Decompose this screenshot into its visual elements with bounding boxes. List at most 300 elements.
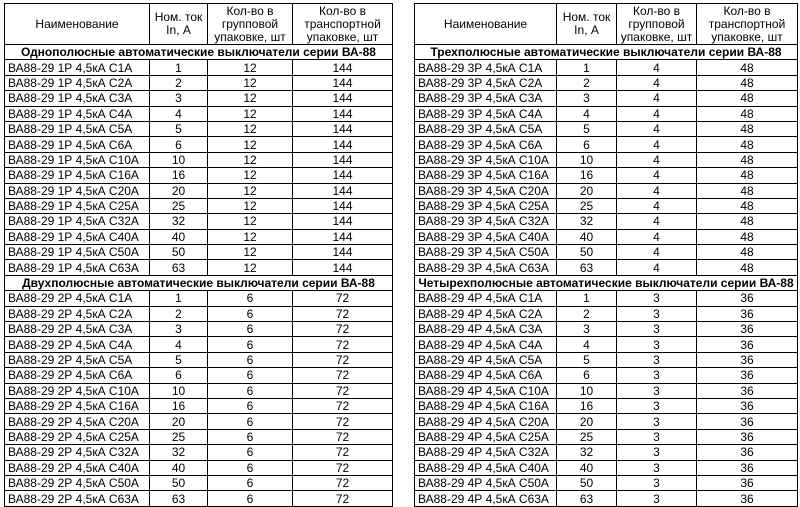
cell-name: ВА88-29 2Р 4,5кА С63А	[5, 491, 150, 506]
table-row	[415, 414, 798, 429]
table-row	[415, 245, 798, 260]
cell-current: 16	[557, 398, 617, 413]
cell-transport-qty: 144	[293, 168, 393, 183]
cell-transport-qty: 144	[293, 214, 393, 229]
cell-group-qty: 4	[617, 260, 697, 275]
cell-current: 63	[150, 260, 208, 275]
right-table-body	[415, 45, 798, 507]
cell-current: 10	[557, 152, 617, 167]
cell-group-qty: 3	[617, 291, 697, 306]
cell-current: 6	[150, 137, 208, 152]
cell-name: ВА88-29 2Р 4,5кА С40А	[5, 460, 150, 475]
cell-group-qty: 4	[617, 60, 697, 75]
table-row	[415, 60, 798, 75]
table-row	[5, 91, 393, 106]
cell-transport-qty: 36	[697, 368, 798, 383]
cell-group-qty: 6	[208, 429, 293, 444]
cell-group-qty: 3	[617, 398, 697, 413]
cell-name: ВА88-29 3Р 4,5кА С1А	[415, 60, 557, 75]
cell-current: 63	[557, 260, 617, 275]
cell-transport-qty: 72	[293, 352, 393, 367]
cell-name: ВА88-29 2Р 4,5кА С3А	[5, 322, 150, 337]
cell-current: 32	[150, 445, 208, 460]
table-row	[5, 121, 393, 136]
table-row	[5, 352, 393, 367]
cell-name: ВА88-29 1Р 4,5кА С63А	[5, 260, 150, 275]
cell-name: ВА88-29 1Р 4,5кА С5А	[5, 121, 150, 136]
cell-group-qty: 6	[208, 352, 293, 367]
cell-name: ВА88-29 3Р 4,5кА С20А	[415, 183, 557, 198]
cell-transport-qty: 72	[293, 291, 393, 306]
cell-current: 4	[150, 106, 208, 121]
table-row	[5, 291, 393, 306]
header-group-pack: Кол-во в групповой упаковке, шт	[208, 4, 293, 45]
cell-name: ВА88-29 4Р 4,5кА С20А	[415, 414, 557, 429]
cell-group-qty: 6	[208, 368, 293, 383]
table-row	[5, 460, 393, 475]
table-row	[5, 183, 393, 198]
cell-group-qty: 6	[208, 383, 293, 398]
cell-transport-qty: 36	[697, 398, 798, 413]
cell-group-qty: 6	[208, 414, 293, 429]
cell-group-qty: 6	[208, 337, 293, 352]
cell-group-qty: 3	[617, 337, 697, 352]
right-product-table	[414, 3, 798, 507]
cell-current: 40	[557, 460, 617, 475]
table-row	[5, 198, 393, 213]
cell-name: ВА88-29 3Р 4,5кА С2А	[415, 75, 557, 90]
cell-name: ВА88-29 4Р 4,5кА С10А	[415, 383, 557, 398]
table-row	[415, 368, 798, 383]
section-title: Трехполюсные автоматические выключатели серии ВА-88	[415, 45, 798, 60]
cell-name: ВА88-29 3Р 4,5кА С6А	[415, 137, 557, 152]
section-header-row	[415, 45, 798, 60]
table-row	[415, 445, 798, 460]
table-row	[5, 383, 393, 398]
header-transport-pack: Кол-во в транспортной упаковке, шт	[697, 4, 798, 45]
cell-current: 40	[150, 229, 208, 244]
cell-current: 3	[150, 91, 208, 106]
table-row	[415, 491, 798, 506]
cell-transport-qty: 48	[697, 137, 798, 152]
table-row	[5, 491, 393, 506]
table-row	[415, 291, 798, 306]
cell-name: ВА88-29 4Р 4,5кА С16А	[415, 398, 557, 413]
header-group-pack: Кол-во в групповой упаковке, шт	[617, 4, 697, 45]
cell-current: 20	[557, 183, 617, 198]
cell-name: ВА88-29 2Р 4,5кА С6А	[5, 368, 150, 383]
cell-current: 25	[150, 429, 208, 444]
cell-group-qty: 6	[208, 475, 293, 490]
section-title: Двухполюсные автоматические выключатели серии ВА-88	[5, 275, 393, 290]
cell-group-qty: 3	[617, 445, 697, 460]
cell-group-qty: 4	[617, 229, 697, 244]
cell-name: ВА88-29 4Р 4,5кА С4А	[415, 337, 557, 352]
cell-current: 40	[557, 229, 617, 244]
cell-name: ВА88-29 1Р 4,5кА С32А	[5, 214, 150, 229]
table-row	[415, 306, 798, 321]
table-row	[415, 91, 798, 106]
cell-transport-qty: 48	[697, 60, 798, 75]
cell-group-qty: 3	[617, 368, 697, 383]
table-row	[5, 75, 393, 90]
cell-name: ВА88-29 4Р 4,5кА С6А	[415, 368, 557, 383]
section-title: Четырехполюсные автоматические выключатели серии ВА-88	[415, 275, 798, 290]
table-row	[415, 337, 798, 352]
cell-group-qty: 12	[208, 121, 293, 136]
table-row	[5, 214, 393, 229]
table-row	[5, 60, 393, 75]
cell-group-qty: 4	[617, 75, 697, 90]
table-row	[5, 445, 393, 460]
cell-group-qty: 4	[617, 183, 697, 198]
table-row	[5, 106, 393, 121]
cell-group-qty: 6	[208, 291, 293, 306]
cell-name: ВА88-29 3Р 4,5кА С32А	[415, 214, 557, 229]
cell-current: 5	[150, 352, 208, 367]
cell-current: 16	[150, 398, 208, 413]
cell-name: ВА88-29 3Р 4,5кА С25А	[415, 198, 557, 213]
cell-transport-qty: 48	[697, 260, 798, 275]
cell-group-qty: 3	[617, 352, 697, 367]
cell-current: 32	[150, 214, 208, 229]
cell-group-qty: 3	[617, 491, 697, 506]
cell-name: ВА88-29 4Р 4,5кА С40А	[415, 460, 557, 475]
cell-transport-qty: 48	[697, 91, 798, 106]
table-row	[415, 152, 798, 167]
cell-transport-qty: 72	[293, 383, 393, 398]
cell-transport-qty: 36	[697, 429, 798, 444]
table-row	[5, 229, 393, 244]
cell-transport-qty: 48	[697, 214, 798, 229]
cell-transport-qty: 36	[697, 322, 798, 337]
cell-current: 25	[557, 429, 617, 444]
cell-transport-qty: 48	[697, 121, 798, 136]
header-current: Ном. ток In, А	[150, 4, 208, 45]
cell-transport-qty: 144	[293, 198, 393, 213]
cell-group-qty: 4	[617, 137, 697, 152]
cell-name: ВА88-29 1Р 4,5кА С40А	[5, 229, 150, 244]
cell-name: ВА88-29 3Р 4,5кА С4А	[415, 106, 557, 121]
cell-transport-qty: 48	[697, 168, 798, 183]
cell-transport-qty: 144	[293, 121, 393, 136]
table-row	[5, 398, 393, 413]
cell-name: ВА88-29 4Р 4,5кА С63А	[415, 491, 557, 506]
cell-current: 6	[557, 137, 617, 152]
table-row	[415, 137, 798, 152]
table-row	[415, 214, 798, 229]
cell-group-qty: 12	[208, 229, 293, 244]
cell-current: 6	[557, 368, 617, 383]
cell-group-qty: 3	[617, 322, 697, 337]
header-transport-pack: Кол-во в транспортной упаковке, шт	[293, 4, 393, 45]
table-row	[5, 245, 393, 260]
table-row	[415, 383, 798, 398]
cell-current: 5	[557, 352, 617, 367]
cell-group-qty: 4	[617, 106, 697, 121]
cell-transport-qty: 48	[697, 106, 798, 121]
cell-current: 40	[150, 460, 208, 475]
left-product-table	[4, 3, 393, 507]
cell-group-qty: 3	[617, 414, 697, 429]
cell-current: 50	[557, 475, 617, 490]
cell-transport-qty: 36	[697, 352, 798, 367]
cell-current: 32	[557, 445, 617, 460]
cell-current: 1	[150, 60, 208, 75]
cell-transport-qty: 72	[293, 475, 393, 490]
header-name: Наименование	[415, 4, 557, 45]
cell-name: ВА88-29 4Р 4,5кА С50А	[415, 475, 557, 490]
cell-group-qty: 6	[208, 491, 293, 506]
cell-name: ВА88-29 2Р 4,5кА С50А	[5, 475, 150, 490]
cell-current: 3	[150, 322, 208, 337]
header-row	[5, 4, 393, 45]
cell-current: 63	[150, 491, 208, 506]
cell-current: 2	[557, 75, 617, 90]
cell-group-qty: 4	[617, 168, 697, 183]
cell-transport-qty: 36	[697, 337, 798, 352]
cell-name: ВА88-29 1Р 4,5кА С2А	[5, 75, 150, 90]
cell-name: ВА88-29 1Р 4,5кА С50А	[5, 245, 150, 260]
cell-group-qty: 6	[208, 306, 293, 321]
table-row	[415, 429, 798, 444]
cell-name: ВА88-29 1Р 4,5кА С20А	[5, 183, 150, 198]
table-row	[415, 229, 798, 244]
cell-group-qty: 4	[617, 152, 697, 167]
table-row	[5, 337, 393, 352]
cell-current: 25	[557, 198, 617, 213]
cell-transport-qty: 72	[293, 429, 393, 444]
cell-name: ВА88-29 4Р 4,5кА С32А	[415, 445, 557, 460]
cell-group-qty: 12	[208, 137, 293, 152]
cell-transport-qty: 72	[293, 337, 393, 352]
cell-name: ВА88-29 3Р 4,5кА С63А	[415, 260, 557, 275]
cell-group-qty: 6	[208, 460, 293, 475]
table-row	[415, 322, 798, 337]
cell-group-qty: 3	[617, 383, 697, 398]
cell-current: 20	[557, 414, 617, 429]
table-row	[5, 368, 393, 383]
cell-name: ВА88-29 3Р 4,5кА С10А	[415, 152, 557, 167]
table-row	[5, 168, 393, 183]
header-current: Ном. ток In, А	[557, 4, 617, 45]
cell-current: 16	[150, 168, 208, 183]
cell-name: ВА88-29 3Р 4,5кА С50А	[415, 245, 557, 260]
cell-current: 2	[150, 75, 208, 90]
cell-name: ВА88-29 4Р 4,5кА С1А	[415, 291, 557, 306]
cell-transport-qty: 36	[697, 383, 798, 398]
cell-transport-qty: 48	[697, 75, 798, 90]
cell-current: 50	[150, 245, 208, 260]
cell-group-qty: 12	[208, 60, 293, 75]
cell-transport-qty: 48	[697, 198, 798, 213]
cell-current: 3	[557, 91, 617, 106]
cell-name: ВА88-29 3Р 4,5кА С3А	[415, 91, 557, 106]
table-row	[5, 475, 393, 490]
cell-group-qty: 3	[617, 429, 697, 444]
cell-current: 4	[150, 337, 208, 352]
cell-group-qty: 12	[208, 214, 293, 229]
cell-current: 20	[150, 183, 208, 198]
cell-transport-qty: 72	[293, 445, 393, 460]
cell-group-qty: 12	[208, 91, 293, 106]
table-row	[415, 75, 798, 90]
cell-current: 50	[150, 475, 208, 490]
cell-current: 3	[557, 322, 617, 337]
cell-name: ВА88-29 2Р 4,5кА С5А	[5, 352, 150, 367]
cell-name: ВА88-29 2Р 4,5кА С2А	[5, 306, 150, 321]
cell-group-qty: 4	[617, 198, 697, 213]
cell-transport-qty: 72	[293, 306, 393, 321]
table-row	[5, 322, 393, 337]
cell-group-qty: 12	[208, 75, 293, 90]
cell-transport-qty: 36	[697, 491, 798, 506]
table-row	[415, 352, 798, 367]
header-row	[415, 4, 798, 45]
cell-name: ВА88-29 2Р 4,5кА С10А	[5, 383, 150, 398]
left-table-body	[5, 45, 393, 507]
cell-transport-qty: 144	[293, 60, 393, 75]
table-row	[415, 398, 798, 413]
cell-transport-qty: 72	[293, 398, 393, 413]
table-row	[5, 429, 393, 444]
cell-group-qty: 12	[208, 106, 293, 121]
cell-name: ВА88-29 1Р 4,5кА С4А	[5, 106, 150, 121]
table-row	[415, 198, 798, 213]
cell-transport-qty: 72	[293, 322, 393, 337]
cell-transport-qty: 144	[293, 106, 393, 121]
cell-group-qty: 6	[208, 445, 293, 460]
cell-current: 2	[150, 306, 208, 321]
cell-current: 25	[150, 198, 208, 213]
cell-current: 6	[150, 368, 208, 383]
cell-group-qty: 6	[208, 322, 293, 337]
cell-current: 1	[557, 60, 617, 75]
cell-name: ВА88-29 2Р 4,5кА С25А	[5, 429, 150, 444]
cell-group-qty: 12	[208, 260, 293, 275]
cell-transport-qty: 48	[697, 245, 798, 260]
cell-name: ВА88-29 1Р 4,5кА С6А	[5, 137, 150, 152]
cell-transport-qty: 36	[697, 475, 798, 490]
cell-group-qty: 3	[617, 475, 697, 490]
cell-name: ВА88-29 3Р 4,5кА С5А	[415, 121, 557, 136]
cell-current: 10	[150, 152, 208, 167]
cell-current: 16	[557, 168, 617, 183]
cell-name: ВА88-29 2Р 4,5кА С4А	[5, 337, 150, 352]
cell-current: 63	[557, 491, 617, 506]
cell-current: 2	[557, 306, 617, 321]
cell-current: 1	[150, 291, 208, 306]
cell-name: ВА88-29 2Р 4,5кА С1А	[5, 291, 150, 306]
cell-current: 10	[150, 383, 208, 398]
cell-transport-qty: 144	[293, 229, 393, 244]
cell-name: ВА88-29 4Р 4,5кА С2А	[415, 306, 557, 321]
table-row	[415, 183, 798, 198]
cell-name: ВА88-29 2Р 4,5кА С32А	[5, 445, 150, 460]
section-title: Однополюсные автоматические выключатели серии ВА-88	[5, 45, 393, 60]
cell-name: ВА88-29 1Р 4,5кА С1А	[5, 60, 150, 75]
cell-transport-qty: 72	[293, 368, 393, 383]
cell-name: ВА88-29 4Р 4,5кА С3А	[415, 322, 557, 337]
cell-transport-qty: 48	[697, 183, 798, 198]
cell-transport-qty: 48	[697, 229, 798, 244]
cell-transport-qty: 144	[293, 152, 393, 167]
table-row	[5, 414, 393, 429]
cell-transport-qty: 36	[697, 414, 798, 429]
cell-name: ВА88-29 2Р 4,5кА С20А	[5, 414, 150, 429]
cell-group-qty: 12	[208, 183, 293, 198]
cell-name: ВА88-29 1Р 4,5кА С10А	[5, 152, 150, 167]
table-row	[5, 306, 393, 321]
cell-name: ВА88-29 3Р 4,5кА С16А	[415, 168, 557, 183]
cell-group-qty: 4	[617, 214, 697, 229]
cell-group-qty: 4	[617, 121, 697, 136]
section-header-row	[415, 275, 798, 290]
cell-name: ВА88-29 1Р 4,5кА С16А	[5, 168, 150, 183]
cell-transport-qty: 144	[293, 183, 393, 198]
cell-group-qty: 4	[617, 91, 697, 106]
cell-transport-qty: 36	[697, 291, 798, 306]
cell-name: ВА88-29 4Р 4,5кА С25А	[415, 429, 557, 444]
cell-transport-qty: 144	[293, 137, 393, 152]
table-row	[415, 106, 798, 121]
cell-transport-qty: 72	[293, 491, 393, 506]
cell-transport-qty: 144	[293, 245, 393, 260]
cell-transport-qty: 144	[293, 91, 393, 106]
cell-name: ВА88-29 4Р 4,5кА С5А	[415, 352, 557, 367]
cell-current: 32	[557, 214, 617, 229]
cell-current: 4	[557, 337, 617, 352]
header-name: Наименование	[5, 4, 150, 45]
cell-group-qty: 3	[617, 306, 697, 321]
table-row	[415, 121, 798, 136]
cell-transport-qty: 144	[293, 260, 393, 275]
cell-current: 4	[557, 106, 617, 121]
table-row	[415, 475, 798, 490]
cell-group-qty: 12	[208, 152, 293, 167]
cell-current: 50	[557, 245, 617, 260]
cell-group-qty: 4	[617, 245, 697, 260]
cell-transport-qty: 72	[293, 414, 393, 429]
cell-current: 5	[557, 121, 617, 136]
cell-current: 5	[150, 121, 208, 136]
cell-current: 10	[557, 383, 617, 398]
cell-name: ВА88-29 1Р 4,5кА С3А	[5, 91, 150, 106]
table-row	[415, 260, 798, 275]
section-header-row	[5, 45, 393, 60]
table-row	[415, 168, 798, 183]
table-row	[5, 152, 393, 167]
cell-transport-qty: 36	[697, 306, 798, 321]
table-row	[5, 260, 393, 275]
cell-transport-qty: 36	[697, 445, 798, 460]
cell-group-qty: 3	[617, 460, 697, 475]
table-row	[415, 460, 798, 475]
cell-transport-qty: 144	[293, 75, 393, 90]
cell-group-qty: 12	[208, 198, 293, 213]
cell-name: ВА88-29 1Р 4,5кА С25А	[5, 198, 150, 213]
cell-group-qty: 6	[208, 398, 293, 413]
section-header-row	[5, 275, 393, 290]
cell-name: ВА88-29 2Р 4,5кА С16А	[5, 398, 150, 413]
cell-current: 1	[557, 291, 617, 306]
cell-current: 20	[150, 414, 208, 429]
cell-group-qty: 12	[208, 245, 293, 260]
cell-transport-qty: 72	[293, 460, 393, 475]
cell-transport-qty: 36	[697, 460, 798, 475]
cell-group-qty: 12	[208, 168, 293, 183]
cell-name: ВА88-29 3Р 4,5кА С40А	[415, 229, 557, 244]
